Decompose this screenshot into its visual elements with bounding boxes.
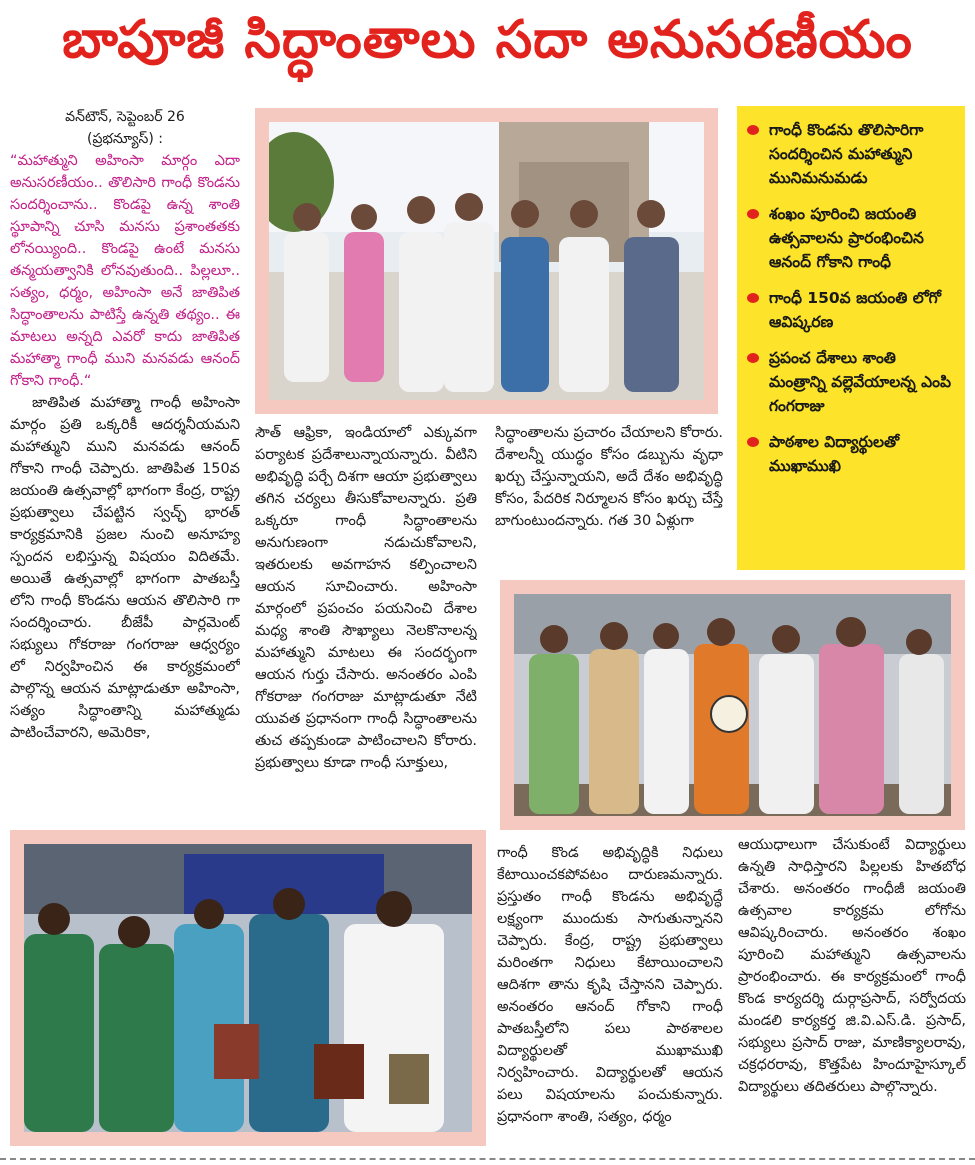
photo-3-frame xyxy=(10,830,486,1146)
pull-quote: “మహాత్ముని అహింసా మార్గం ఎదా అనుసరణీయం.. తొలిసారి గాంధీ కొండను సందర్శించాను.. కొండపై ఉన్న శాంతి స్థూపాన్ని చూసి మనసు ప్రశాంతతకు లోనయ్యింది.. కొండపై ఉంటే మనసు తన్మయత్వానికి లోనవుతుంది.. పిల్లలూ.. సత్యం, ధర్మం, అహింసా అనే జాతిపిత సిద్ధాంతాలను పాటిస్తే ఉన్నతి తథ్యం.. ఈ మాటలు అన్నది ఎవరో కాదు జాతిపిత మహాత్మా గాంధీ ముని మనవడు ఆనంద్ గోకాని గాంధీ.“ xyxy=(10,153,240,389)
felicitation-photo xyxy=(514,594,951,816)
article-body-col3: సిద్ధాంతాలను ప్రచారం చేయాలని కోరారు. దేశాలన్నీ యుద్ధం కోసం డబ్బును వృధా ఖర్చు చేస్తున్నాయని, అదే దేశం అభివృద్ధి కోసం, పేదరిక నిర్మూలన కోసం ఖర్చు చేస్తే బాగుంటుందన్నారు. గత 30 ఏళ్లుగా xyxy=(495,425,723,529)
bullet-icon xyxy=(747,353,759,363)
article-body-col1: జాతిపిత మహాత్మా గాంధీ అహింసా మార్గం ప్రతి ఒక్కరికీ ఆదర్శనీయమని మహాత్ముని ముని మనవడు ఆనంద్ గోకాని గాంధీ చెప్పారు. జాతిపిత 150వ జయంతి ఉత్సవాల్లో భాగంగా కేంద్ర, రాష్ట్ర ప్రభుత్వాలు చేపట్టిన స్వచ్ఛ్ భారత్ కార్యక్రమానికి ప్రజల నుంచి అనూహ్య స్పందన లభిస్తున్న విషయం విదితమే. అయితే ఉత్సవాల్లో భాగంగా పాతబస్తీ లోని గాంధీ కొండను ఆయన తొలిసారి గా సందర్శించారు. బీజేపీ పార్లమెంట్ సభ్యులు గోకరాజు గంగరాజు ఆధ్వర్యం లో నిర్వహించిన ఈ కార్యక్రమంలో పాల్గొన్న ఆయన మాట్లాడుతూ అహింసా, సత్యం సిద్ధాంతాన్ని మహాత్ముడు పాటించేవారని, అమెరికా, xyxy=(10,395,240,741)
highlight-item xyxy=(745,286,957,334)
highlight-text: శంఖం పూరించి జయంతి ఉత్సవాలను ప్రారంభించిన ఆనంద్ గోకాని గాంధీ xyxy=(769,205,924,271)
highlight-item xyxy=(745,430,957,478)
photo-1-frame xyxy=(255,108,718,414)
highlight-text: ప్రపంచ దేశాలు శాంతి మంత్రాన్ని వల్లెవేయాలన్న ఎంపి గంగరాజు xyxy=(769,349,951,415)
page-divider xyxy=(0,1158,975,1160)
students-photo xyxy=(24,844,472,1132)
highlight-text: పాఠశాల విద్యార్థులతో ముఖాముఖి xyxy=(769,433,900,475)
highlight-text: గాంధీ కొండను తొలిసారిగా సందర్శించిన మహాత్ముని మునిమనుమడు xyxy=(769,121,924,187)
highlight-item xyxy=(745,346,957,418)
article-column-2 xyxy=(255,422,477,818)
bullet-icon xyxy=(747,437,759,447)
article-column-1 xyxy=(10,106,240,826)
article-body-col4: ఆయుధాలుగా చేసుకుంటే విద్యార్థులు ఉన్నతి సాధిస్తారని పిల్లలకు హితబోధ చేశారు. అనంతరం గాంధీజీ జయంతి ఉత్సవాల కార్యక్రమ లోగోను ఆవిష్కరించారు. అనంతరం శంఖం పూరించి మహాత్ముని ఉత్సవాలను ప్రారంభించారు. ఈ కార్యక్రమంలో గాంధీ కొండ కార్యదర్శి దుర్గాప్రసాద్, సర్వోదయ మండలి కార్యకర్త జి.వి.ఎస్.డి. ప్రసాద్, సభ్యులు ప్రసాద్ రాజు, మాణిక్యాలరావు, చక్రధరరావు, కొత్తపేట హిందూహైస్కూల్ విద్యార్థులు తదితరులు పాల్గొన్నారు. xyxy=(738,837,966,1095)
highlights-box xyxy=(737,106,965,570)
highlight-text: గాంధీ 150వ జయంతి లోగో ఆవిష్కరణ xyxy=(769,289,942,331)
dateline-place-date: వన్‌టౌన్, సెప్టెంబర్ 26 xyxy=(65,109,185,125)
article-column-3-lower xyxy=(497,842,723,1148)
article-column-4 xyxy=(738,834,966,1134)
article-column-3 xyxy=(495,422,723,582)
bullet-icon xyxy=(747,125,759,135)
photo-2-frame xyxy=(500,580,965,830)
highlight-item xyxy=(745,202,957,274)
bullet-icon xyxy=(747,293,759,303)
dateline xyxy=(10,106,240,150)
headline: బాపూజీ సిద్ధాంతాలు సదా అనుసరణీయం xyxy=(62,9,913,70)
group-photo-memorial xyxy=(269,122,704,400)
bullet-icon xyxy=(747,209,759,219)
article-body-col2: సౌత్ ఆఫ్రికా, ఇండియాలో ఎక్కువగా పర్యాటక ప్రదేశాలున్నాయన్నారు. వీటిని అభివృద్ధి పర్చే దిశగా ఆయా ప్రభుత్వాలు తగిన చర్యలు తీసుకోవాలన్నారు. ప్రతి ఒక్కరూ గాంధీ సిద్ధాంతాలను అనుగుణంగా నడుచుకోవాలని, ఇతరులకు అవగాహన కల్పించాలని ఆయన సూచించారు. అహింసా మార్గంలో ప్రపంచం పయనించి దేశాల మధ్య శాంతి సౌఖ్యాలు నెలకొనాలన్న మహాత్ముని మాటలు ఈ సందర్భంగా ఆయన గుర్తు చేసారు. అనంతరం ఎంపి గోకరాజు గంగరాజు మాట్లాడుతూ నేటి యువత ప్రధానంగా గాంధీ సిద్ధాంతాలను తుచ తప్పకుండా పాటించాలని కోరారు. ప్రభుత్వాలు కూడా గాంధీ సూక్తులు, xyxy=(255,425,477,771)
dateline-source: (ప్రభన్యూస్) : xyxy=(87,131,163,147)
article-body-col3b: గాంధీ కొండ అభివృద్ధికి నిధులు కేటాయించకపోవటం దారుణమన్నారు. ప్రస్తుతం గాంధీ కొండను అభివృద్ధే లక్ష్యంగా ముందుకు సాగుతున్నానని చెప్పారు. కేంద్ర, రాష్ట్ర ప్రభుత్వాలు మరింతగా నిధులు కేటాయించాలని ఆదిశగా తాను కృషి చేస్తానని చెప్పారు. అనంతరం ఆనంద్ గోకాని గాంధీ పాతబస్తీలోని పలు పాఠశాలల విద్యార్థులతో ముఖాముఖి నిర్వహించారు. విద్యార్థులతో ఆయన పలు విషయాలను పంచుకున్నారు. ప్రధానంగా శాంతి, సత్యం, ధర్మం xyxy=(497,845,723,1125)
highlight-item xyxy=(745,118,957,190)
